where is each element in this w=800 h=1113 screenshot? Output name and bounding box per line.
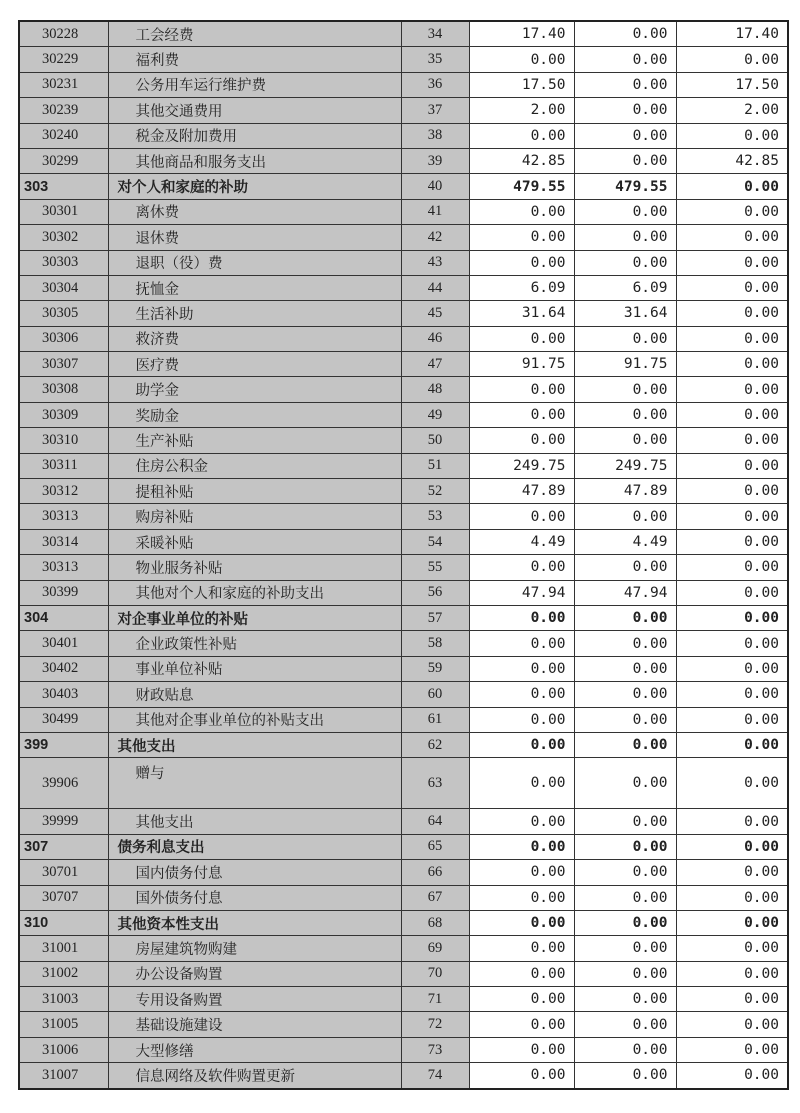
item-name-cell: 其他支出 bbox=[108, 732, 401, 757]
line-number-cell: 42 bbox=[401, 225, 469, 250]
total-amount-cell: 0.00 bbox=[469, 504, 574, 529]
line-number-cell: 45 bbox=[401, 301, 469, 326]
economic-code-cell: 30240 bbox=[19, 123, 108, 148]
table-row bbox=[19, 631, 788, 656]
economic-code-cell: 30308 bbox=[19, 377, 108, 402]
total-amount-cell: 479.55 bbox=[469, 174, 574, 199]
table-row bbox=[19, 936, 788, 961]
table-row bbox=[19, 225, 788, 250]
table-row bbox=[19, 656, 788, 681]
basic-expenditure-cell: 91.75 bbox=[574, 352, 676, 377]
item-name-cell: 其他交通费用 bbox=[108, 98, 401, 123]
economic-code-cell: 30304 bbox=[19, 275, 108, 300]
line-number-cell: 53 bbox=[401, 504, 469, 529]
item-name-cell: 采暖补贴 bbox=[108, 529, 401, 554]
basic-expenditure-cell: 0.00 bbox=[574, 605, 676, 630]
item-name-cell: 工会经费 bbox=[108, 21, 401, 47]
economic-code-cell: 30401 bbox=[19, 631, 108, 656]
basic-expenditure-cell: 0.00 bbox=[574, 860, 676, 885]
item-name-cell: 其他对企事业单位的补贴支出 bbox=[108, 707, 401, 732]
project-expenditure-cell: 0.00 bbox=[676, 885, 788, 910]
table-row bbox=[19, 1037, 788, 1062]
line-number-cell: 48 bbox=[401, 377, 469, 402]
item-name-cell: 专用设备购置 bbox=[108, 987, 401, 1012]
item-name-cell: 事业单位补贴 bbox=[108, 656, 401, 681]
economic-code-cell: 31002 bbox=[19, 961, 108, 986]
economic-code-cell: 30228 bbox=[19, 21, 108, 47]
basic-expenditure-cell: 0.00 bbox=[574, 21, 676, 47]
item-name-cell: 大型修缮 bbox=[108, 1037, 401, 1062]
economic-code-cell: 31003 bbox=[19, 987, 108, 1012]
total-amount-cell: 91.75 bbox=[469, 352, 574, 377]
project-expenditure-cell: 0.00 bbox=[676, 631, 788, 656]
project-expenditure-cell: 0.00 bbox=[676, 961, 788, 986]
line-number-cell: 74 bbox=[401, 1063, 469, 1089]
project-expenditure-cell: 0.00 bbox=[676, 580, 788, 605]
item-name-cell: 生产补贴 bbox=[108, 428, 401, 453]
table-row bbox=[19, 301, 788, 326]
project-expenditure-cell: 0.00 bbox=[676, 1012, 788, 1037]
basic-expenditure-cell: 0.00 bbox=[574, 809, 676, 834]
total-amount-cell: 0.00 bbox=[469, 1012, 574, 1037]
total-amount-cell: 249.75 bbox=[469, 453, 574, 478]
item-name-cell: 税金及附加费用 bbox=[108, 123, 401, 148]
basic-expenditure-cell: 0.00 bbox=[574, 504, 676, 529]
project-expenditure-cell: 0.00 bbox=[676, 732, 788, 757]
item-name-cell: 公务用车运行维护费 bbox=[108, 72, 401, 97]
basic-expenditure-cell: 0.00 bbox=[574, 1037, 676, 1062]
item-name-cell: 退休费 bbox=[108, 225, 401, 250]
item-name-cell: 福利费 bbox=[108, 47, 401, 72]
economic-code-cell: 303 bbox=[19, 174, 108, 199]
item-name-cell: 助学金 bbox=[108, 377, 401, 402]
category-row bbox=[19, 174, 788, 199]
table-row bbox=[19, 809, 788, 834]
item-name-cell: 退职（役）费 bbox=[108, 250, 401, 275]
item-name-cell: 基础设施建设 bbox=[108, 1012, 401, 1037]
project-expenditure-cell: 0.00 bbox=[676, 47, 788, 72]
item-name-cell: 奖励金 bbox=[108, 402, 401, 427]
total-amount-cell: 0.00 bbox=[469, 936, 574, 961]
basic-expenditure-cell: 0.00 bbox=[574, 377, 676, 402]
total-amount-cell: 0.00 bbox=[469, 225, 574, 250]
table-row bbox=[19, 529, 788, 554]
table-row bbox=[19, 555, 788, 580]
project-expenditure-cell: 0.00 bbox=[676, 529, 788, 554]
table-body bbox=[19, 21, 788, 1089]
item-name-cell: 信息网络及软件购置更新 bbox=[108, 1063, 401, 1089]
line-number-cell: 71 bbox=[401, 987, 469, 1012]
table-row bbox=[19, 987, 788, 1012]
category-row bbox=[19, 732, 788, 757]
economic-code-cell: 30239 bbox=[19, 98, 108, 123]
economic-code-cell: 30310 bbox=[19, 428, 108, 453]
line-number-cell: 36 bbox=[401, 72, 469, 97]
item-name-cell: 离休费 bbox=[108, 199, 401, 224]
line-number-cell: 34 bbox=[401, 21, 469, 47]
item-name-cell: 办公设备购置 bbox=[108, 961, 401, 986]
basic-expenditure-cell: 0.00 bbox=[574, 555, 676, 580]
line-number-cell: 69 bbox=[401, 936, 469, 961]
category-row bbox=[19, 605, 788, 630]
project-expenditure-cell: 0.00 bbox=[676, 555, 788, 580]
basic-expenditure-cell: 249.75 bbox=[574, 453, 676, 478]
project-expenditure-cell: 0.00 bbox=[676, 834, 788, 859]
total-amount-cell: 0.00 bbox=[469, 402, 574, 427]
basic-expenditure-cell: 0.00 bbox=[574, 707, 676, 732]
table-row bbox=[19, 123, 788, 148]
economic-code-cell: 39906 bbox=[19, 758, 108, 809]
project-expenditure-cell: 0.00 bbox=[676, 199, 788, 224]
basic-expenditure-cell: 47.89 bbox=[574, 479, 676, 504]
line-number-cell: 35 bbox=[401, 47, 469, 72]
item-name-cell: 救济费 bbox=[108, 326, 401, 351]
table-row bbox=[19, 1012, 788, 1037]
project-expenditure-cell: 0.00 bbox=[676, 250, 788, 275]
project-expenditure-cell: 0.00 bbox=[676, 936, 788, 961]
total-amount-cell: 0.00 bbox=[469, 682, 574, 707]
line-number-cell: 55 bbox=[401, 555, 469, 580]
table-row bbox=[19, 428, 788, 453]
economic-code-cell: 307 bbox=[19, 834, 108, 859]
table-row bbox=[19, 580, 788, 605]
item-name-cell: 对个人和家庭的补助 bbox=[108, 174, 401, 199]
total-amount-cell: 0.00 bbox=[469, 732, 574, 757]
project-expenditure-cell: 0.00 bbox=[676, 453, 788, 478]
total-amount-cell: 0.00 bbox=[469, 47, 574, 72]
basic-expenditure-cell: 0.00 bbox=[574, 225, 676, 250]
total-amount-cell: 2.00 bbox=[469, 98, 574, 123]
project-expenditure-cell: 0.00 bbox=[676, 656, 788, 681]
total-amount-cell: 0.00 bbox=[469, 1063, 574, 1089]
table-row bbox=[19, 47, 788, 72]
basic-expenditure-cell: 0.00 bbox=[574, 936, 676, 961]
project-expenditure-cell: 0.00 bbox=[676, 275, 788, 300]
total-amount-cell: 0.00 bbox=[469, 377, 574, 402]
line-number-cell: 43 bbox=[401, 250, 469, 275]
table-row bbox=[19, 402, 788, 427]
basic-expenditure-cell: 0.00 bbox=[574, 682, 676, 707]
total-amount-cell: 0.00 bbox=[469, 605, 574, 630]
total-amount-cell: 0.00 bbox=[469, 910, 574, 935]
economic-code-cell: 30311 bbox=[19, 453, 108, 478]
item-name-cell: 物业服务补贴 bbox=[108, 555, 401, 580]
basic-expenditure-cell: 31.64 bbox=[574, 301, 676, 326]
table-row bbox=[19, 98, 788, 123]
category-row bbox=[19, 834, 788, 859]
item-name-cell: 住房公积金 bbox=[108, 453, 401, 478]
economic-code-cell: 30305 bbox=[19, 301, 108, 326]
basic-expenditure-cell: 0.00 bbox=[574, 98, 676, 123]
project-expenditure-cell: 0.00 bbox=[676, 225, 788, 250]
project-expenditure-cell: 0.00 bbox=[676, 402, 788, 427]
line-number-cell: 57 bbox=[401, 605, 469, 630]
economic-code-cell: 39999 bbox=[19, 809, 108, 834]
table-row bbox=[19, 377, 788, 402]
line-number-cell: 49 bbox=[401, 402, 469, 427]
table-row bbox=[19, 275, 788, 300]
table-row bbox=[19, 21, 788, 47]
table-row bbox=[19, 453, 788, 478]
line-number-cell: 62 bbox=[401, 732, 469, 757]
item-name-cell: 其他支出 bbox=[108, 809, 401, 834]
item-name-cell: 财政贴息 bbox=[108, 682, 401, 707]
economic-code-cell: 30707 bbox=[19, 885, 108, 910]
item-name-cell: 赠与 bbox=[108, 758, 401, 809]
item-name-cell: 债务利息支出 bbox=[108, 834, 401, 859]
total-amount-cell: 0.00 bbox=[469, 834, 574, 859]
line-number-cell: 56 bbox=[401, 580, 469, 605]
total-amount-cell: 42.85 bbox=[469, 148, 574, 173]
line-number-cell: 64 bbox=[401, 809, 469, 834]
basic-expenditure-cell: 0.00 bbox=[574, 326, 676, 351]
basic-expenditure-cell: 0.00 bbox=[574, 987, 676, 1012]
item-name-cell: 其他资本性支出 bbox=[108, 910, 401, 935]
line-number-cell: 46 bbox=[401, 326, 469, 351]
line-number-cell: 41 bbox=[401, 199, 469, 224]
economic-code-cell: 31001 bbox=[19, 936, 108, 961]
economic-code-cell: 30299 bbox=[19, 148, 108, 173]
project-expenditure-cell: 0.00 bbox=[676, 479, 788, 504]
table-row bbox=[19, 250, 788, 275]
project-expenditure-cell: 0.00 bbox=[676, 605, 788, 630]
economic-code-cell: 31007 bbox=[19, 1063, 108, 1089]
basic-expenditure-cell: 0.00 bbox=[574, 47, 676, 72]
line-number-cell: 70 bbox=[401, 961, 469, 986]
line-number-cell: 51 bbox=[401, 453, 469, 478]
line-number-cell: 38 bbox=[401, 123, 469, 148]
total-amount-cell: 0.00 bbox=[469, 1037, 574, 1062]
total-amount-cell: 17.40 bbox=[469, 21, 574, 47]
line-number-cell: 60 bbox=[401, 682, 469, 707]
line-number-cell: 66 bbox=[401, 860, 469, 885]
project-expenditure-cell: 0.00 bbox=[676, 682, 788, 707]
total-amount-cell: 0.00 bbox=[469, 199, 574, 224]
economic-code-cell: 30301 bbox=[19, 199, 108, 224]
project-expenditure-cell: 0.00 bbox=[676, 860, 788, 885]
basic-expenditure-cell: 0.00 bbox=[574, 885, 676, 910]
economic-code-cell: 30314 bbox=[19, 529, 108, 554]
table-row bbox=[19, 885, 788, 910]
line-number-cell: 40 bbox=[401, 174, 469, 199]
line-number-cell: 58 bbox=[401, 631, 469, 656]
economic-code-cell: 399 bbox=[19, 732, 108, 757]
total-amount-cell: 0.00 bbox=[469, 428, 574, 453]
table-row bbox=[19, 352, 788, 377]
basic-expenditure-cell: 0.00 bbox=[574, 758, 676, 809]
basic-expenditure-cell: 0.00 bbox=[574, 123, 676, 148]
project-expenditure-cell: 17.50 bbox=[676, 72, 788, 97]
economic-code-cell: 30302 bbox=[19, 225, 108, 250]
total-amount-cell: 0.00 bbox=[469, 656, 574, 681]
economic-code-cell: 30231 bbox=[19, 72, 108, 97]
item-name-cell: 房屋建筑物购建 bbox=[108, 936, 401, 961]
basic-expenditure-cell: 0.00 bbox=[574, 631, 676, 656]
table-row bbox=[19, 326, 788, 351]
project-expenditure-cell: 0.00 bbox=[676, 809, 788, 834]
table-row bbox=[19, 758, 788, 809]
table-row bbox=[19, 961, 788, 986]
table-row bbox=[19, 1063, 788, 1089]
basic-expenditure-cell: 0.00 bbox=[574, 910, 676, 935]
line-number-cell: 37 bbox=[401, 98, 469, 123]
economic-code-cell: 31005 bbox=[19, 1012, 108, 1037]
line-number-cell: 67 bbox=[401, 885, 469, 910]
economic-code-cell: 30309 bbox=[19, 402, 108, 427]
project-expenditure-cell: 2.00 bbox=[676, 98, 788, 123]
project-expenditure-cell: 0.00 bbox=[676, 377, 788, 402]
table-row bbox=[19, 504, 788, 529]
project-expenditure-cell: 0.00 bbox=[676, 910, 788, 935]
line-number-cell: 59 bbox=[401, 656, 469, 681]
project-expenditure-cell: 17.40 bbox=[676, 21, 788, 47]
table-row bbox=[19, 148, 788, 173]
line-number-cell: 50 bbox=[401, 428, 469, 453]
item-name-cell: 其他商品和服务支出 bbox=[108, 148, 401, 173]
basic-expenditure-cell: 0.00 bbox=[574, 732, 676, 757]
table-row bbox=[19, 682, 788, 707]
basic-expenditure-cell: 0.00 bbox=[574, 961, 676, 986]
project-expenditure-cell: 0.00 bbox=[676, 326, 788, 351]
total-amount-cell: 0.00 bbox=[469, 809, 574, 834]
line-number-cell: 63 bbox=[401, 758, 469, 809]
line-number-cell: 39 bbox=[401, 148, 469, 173]
total-amount-cell: 0.00 bbox=[469, 961, 574, 986]
project-expenditure-cell: 0.00 bbox=[676, 758, 788, 809]
item-name-cell: 医疗费 bbox=[108, 352, 401, 377]
economic-code-cell: 30499 bbox=[19, 707, 108, 732]
line-number-cell: 54 bbox=[401, 529, 469, 554]
project-expenditure-cell: 0.00 bbox=[676, 428, 788, 453]
table-row bbox=[19, 479, 788, 504]
basic-expenditure-cell: 0.00 bbox=[574, 1012, 676, 1037]
economic-code-cell: 30306 bbox=[19, 326, 108, 351]
basic-expenditure-cell: 0.00 bbox=[574, 656, 676, 681]
total-amount-cell: 0.00 bbox=[469, 123, 574, 148]
table-row bbox=[19, 72, 788, 97]
total-amount-cell: 0.00 bbox=[469, 885, 574, 910]
line-number-cell: 61 bbox=[401, 707, 469, 732]
basic-expenditure-cell: 0.00 bbox=[574, 148, 676, 173]
item-name-cell: 其他对个人和家庭的补助支出 bbox=[108, 580, 401, 605]
economic-code-cell: 31006 bbox=[19, 1037, 108, 1062]
basic-expenditure-cell: 0.00 bbox=[574, 428, 676, 453]
total-amount-cell: 6.09 bbox=[469, 275, 574, 300]
total-amount-cell: 17.50 bbox=[469, 72, 574, 97]
economic-code-cell: 30403 bbox=[19, 682, 108, 707]
project-expenditure-cell: 0.00 bbox=[676, 987, 788, 1012]
total-amount-cell: 4.49 bbox=[469, 529, 574, 554]
basic-expenditure-cell: 0.00 bbox=[574, 72, 676, 97]
total-amount-cell: 0.00 bbox=[469, 250, 574, 275]
item-name-cell: 生活补助 bbox=[108, 301, 401, 326]
item-name-cell: 购房补贴 bbox=[108, 504, 401, 529]
total-amount-cell: 0.00 bbox=[469, 326, 574, 351]
line-number-cell: 52 bbox=[401, 479, 469, 504]
project-expenditure-cell: 42.85 bbox=[676, 148, 788, 173]
item-name-cell: 企业政策性补贴 bbox=[108, 631, 401, 656]
basic-expenditure-cell: 479.55 bbox=[574, 174, 676, 199]
economic-code-cell: 30402 bbox=[19, 656, 108, 681]
basic-expenditure-cell: 0.00 bbox=[574, 250, 676, 275]
economic-code-cell: 30313 bbox=[19, 555, 108, 580]
basic-expenditure-cell: 0.00 bbox=[574, 1063, 676, 1089]
project-expenditure-cell: 0.00 bbox=[676, 123, 788, 148]
table-row bbox=[19, 707, 788, 732]
item-name-cell: 抚恤金 bbox=[108, 275, 401, 300]
table-row bbox=[19, 860, 788, 885]
basic-expenditure-cell: 6.09 bbox=[574, 275, 676, 300]
basic-expenditure-cell: 47.94 bbox=[574, 580, 676, 605]
total-amount-cell: 47.89 bbox=[469, 479, 574, 504]
category-row bbox=[19, 910, 788, 935]
economic-code-cell: 30307 bbox=[19, 352, 108, 377]
total-amount-cell: 0.00 bbox=[469, 860, 574, 885]
economic-code-cell: 30701 bbox=[19, 860, 108, 885]
total-amount-cell: 0.00 bbox=[469, 631, 574, 656]
total-amount-cell: 47.94 bbox=[469, 580, 574, 605]
project-expenditure-cell: 0.00 bbox=[676, 1037, 788, 1062]
line-number-cell: 68 bbox=[401, 910, 469, 935]
item-name-cell: 提租补贴 bbox=[108, 479, 401, 504]
project-expenditure-cell: 0.00 bbox=[676, 301, 788, 326]
total-amount-cell: 0.00 bbox=[469, 987, 574, 1012]
basic-expenditure-cell: 0.00 bbox=[574, 834, 676, 859]
budget-expenditure-table bbox=[18, 20, 789, 1090]
line-number-cell: 47 bbox=[401, 352, 469, 377]
total-amount-cell: 0.00 bbox=[469, 555, 574, 580]
line-number-cell: 73 bbox=[401, 1037, 469, 1062]
economic-code-cell: 310 bbox=[19, 910, 108, 935]
line-number-cell: 72 bbox=[401, 1012, 469, 1037]
economic-code-cell: 30229 bbox=[19, 47, 108, 72]
item-name-cell: 对企事业单位的补贴 bbox=[108, 605, 401, 630]
total-amount-cell: 0.00 bbox=[469, 707, 574, 732]
economic-code-cell: 30312 bbox=[19, 479, 108, 504]
economic-code-cell: 30313 bbox=[19, 504, 108, 529]
line-number-cell: 65 bbox=[401, 834, 469, 859]
economic-code-cell: 304 bbox=[19, 605, 108, 630]
basic-expenditure-cell: 0.00 bbox=[574, 199, 676, 224]
project-expenditure-cell: 0.00 bbox=[676, 707, 788, 732]
project-expenditure-cell: 0.00 bbox=[676, 174, 788, 199]
basic-expenditure-cell: 4.49 bbox=[574, 529, 676, 554]
total-amount-cell: 31.64 bbox=[469, 301, 574, 326]
basic-expenditure-cell: 0.00 bbox=[574, 402, 676, 427]
project-expenditure-cell: 0.00 bbox=[676, 504, 788, 529]
table-row bbox=[19, 199, 788, 224]
economic-code-cell: 30303 bbox=[19, 250, 108, 275]
project-expenditure-cell: 0.00 bbox=[676, 1063, 788, 1089]
project-expenditure-cell: 0.00 bbox=[676, 352, 788, 377]
item-name-cell: 国外债务付息 bbox=[108, 885, 401, 910]
economic-code-cell: 30399 bbox=[19, 580, 108, 605]
line-number-cell: 44 bbox=[401, 275, 469, 300]
total-amount-cell: 0.00 bbox=[469, 758, 574, 809]
item-name-cell: 国内债务付息 bbox=[108, 860, 401, 885]
